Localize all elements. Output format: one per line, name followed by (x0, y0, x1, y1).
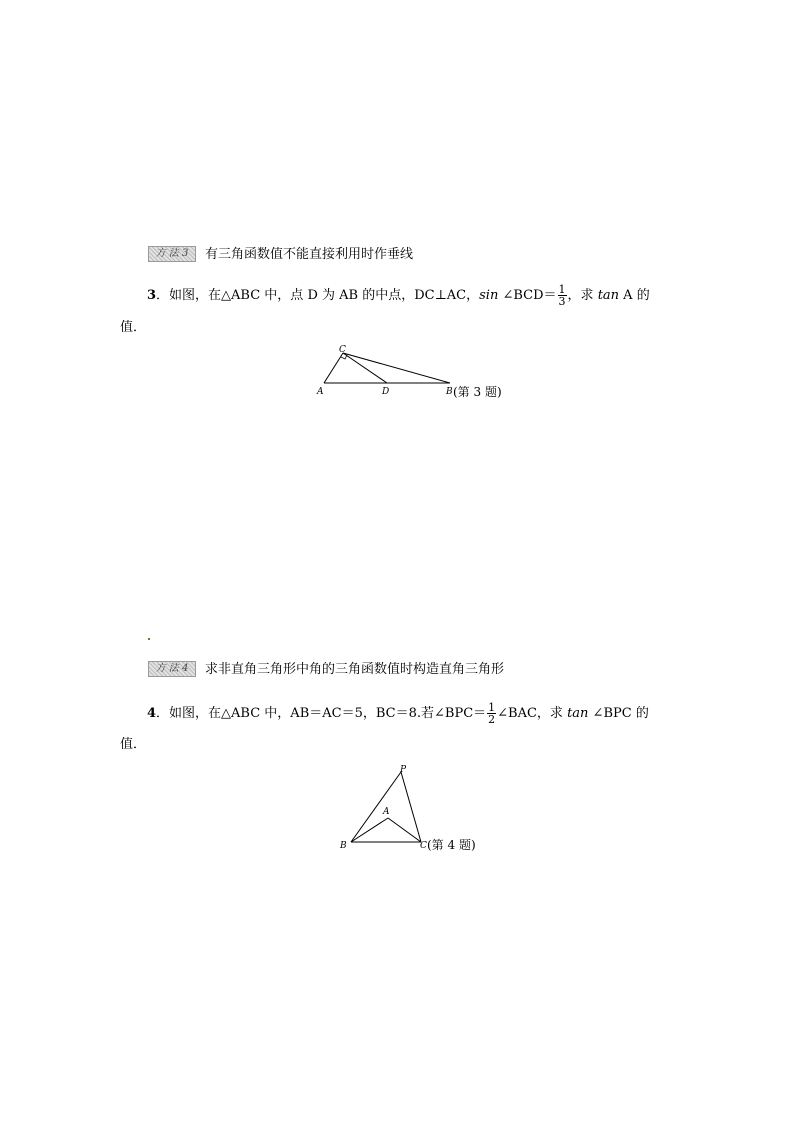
problem-3-number: 3 (147, 288, 157, 303)
method-3-badge: 方 法 3 (148, 246, 196, 262)
problem-3-text-d: A 的 (619, 288, 650, 303)
fraction-denominator: 2 (488, 713, 496, 726)
problem-3-text-a: ．如图，在△ABC 中，点 D 为 AB 的中点，DC⊥AC， (156, 288, 480, 303)
fraction-denominator: 3 (558, 295, 566, 308)
method-4-title: 求非直角三角形中角的三角函数值时构造直角三角形 (205, 662, 505, 677)
problem-4-text-c: ∠BPC 的 (588, 706, 649, 721)
problem-3-text-b: ∠BCD＝ (498, 288, 557, 303)
figure-4-caption: (第 4 题) (427, 838, 476, 852)
label-d: D (382, 387, 390, 397)
figure-3-diagram (310, 343, 460, 399)
problem-3-text-line2: 值． (120, 320, 147, 335)
fraction-numerator: 1 (488, 701, 496, 714)
label-a: A (317, 387, 324, 397)
label-p: P (400, 765, 407, 775)
problem-3-sin: sin (479, 288, 499, 303)
method-4-badge: 方 法 4 (148, 661, 196, 677)
problem-4-number: 4 (147, 706, 157, 721)
label-b: B (340, 841, 347, 851)
fraction-numerator: 1 (558, 283, 566, 296)
dot-mark (148, 638, 150, 640)
problem-4-fraction (487, 702, 496, 725)
label-c: C (420, 841, 427, 851)
problem-4-text-b: ∠BAC，求 (497, 706, 568, 721)
segment-ac (324, 353, 343, 383)
problem-4-text (147, 702, 649, 725)
segment-bp (351, 772, 401, 842)
problem-3-fraction (558, 284, 567, 307)
segment-ac (388, 818, 421, 842)
problem-4-tan: tan (567, 706, 589, 721)
figure-3-caption: (第 3 题) (453, 385, 502, 399)
method-3-title: 有三角函数值不能直接利用时作垂线 (205, 247, 414, 262)
problem-3-text (147, 284, 650, 307)
label-a: A (383, 807, 390, 817)
label-c: C (339, 345, 346, 355)
problem-3-tan: tan (597, 288, 620, 303)
problem-4-text-line2: 值． (120, 737, 147, 752)
problem-4-text-a: ．如图，在△ABC 中，AB＝AC＝5，BC＝8.若∠BPC＝ (156, 706, 487, 721)
segment-pc (401, 772, 421, 842)
problem-3-text-c: ，求 (567, 288, 598, 303)
label-b: B (446, 387, 453, 397)
segment-ba (351, 818, 388, 842)
segment-cd (343, 353, 387, 383)
segment-cb (343, 353, 450, 383)
figure-4-diagram (336, 760, 436, 854)
